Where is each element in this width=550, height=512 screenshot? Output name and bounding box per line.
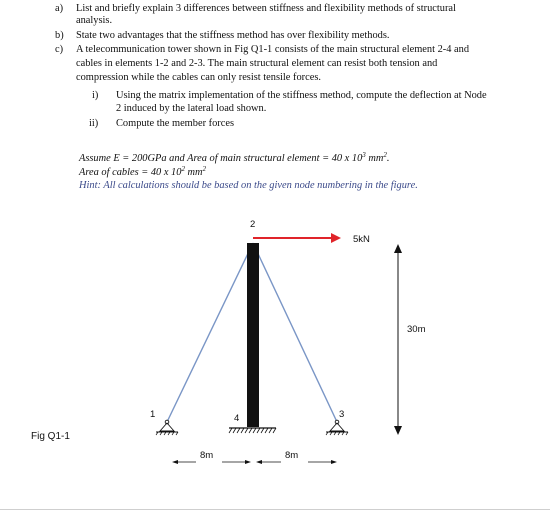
question-c-ii-marker: ii): [89, 118, 99, 129]
node-4-label: 4: [234, 413, 240, 424]
node-3-label: 3: [339, 409, 345, 420]
span-left-arrow-left: [172, 460, 178, 464]
assume-line-2-exp: 2: [181, 165, 185, 173]
span-right-arrow-left: [256, 460, 262, 464]
load-arrow-head: [331, 233, 341, 243]
support-node-4: [229, 428, 276, 433]
hint-text: Hint: All calculations should be based on the given node numbering in the figure.: [79, 180, 418, 191]
cable-2-3: [253, 243, 337, 422]
question-c-ii-line-1: Compute the member forces: [116, 118, 235, 129]
assume-line-2-unit: mm: [184, 167, 203, 178]
height-label: 30m: [407, 324, 426, 335]
node-2-label: 2: [250, 219, 256, 230]
span-right-label: 8m: [285, 450, 299, 461]
load-label: 5kN: [353, 234, 370, 245]
assume-line-1-unit: mm: [365, 153, 384, 164]
span-left-label: 8m: [200, 450, 214, 461]
figure-caption: Fig Q1-1: [31, 431, 70, 442]
height-arrow-top: [394, 244, 402, 253]
support-node-1: [156, 420, 178, 435]
support-node-3: [326, 420, 348, 435]
span-left-arrow-right: [245, 460, 251, 464]
assume-line-1-exp: 3: [362, 151, 366, 159]
question-c-i-line-2: 2 induced by the lateral load shown.: [116, 103, 267, 114]
question-a-line-1: List and briefly explain 3 differences between stiffness and flexibility methods of structural: [76, 3, 456, 14]
question-c-i-marker: i): [92, 90, 99, 101]
assume-line-2-text: Area of cables = 40 x 10: [79, 167, 182, 178]
assume-line-1-end: .: [386, 153, 390, 164]
question-a-marker: a): [55, 3, 64, 14]
assume-line-2-unit-exp: 2: [202, 165, 207, 173]
page-bottom-divider: [0, 509, 550, 510]
question-c-i-line-1: Using the matrix implementation of the stiffness method, compute the deflection at Node: [116, 90, 487, 101]
question-a-line-2: analysis.: [76, 15, 113, 26]
question-c-line-1: A telecommunication tower shown in Fig Q1-1 consists of the main structural element 2-4 and: [76, 44, 470, 55]
node-1-label: 1: [150, 409, 156, 420]
main-element-2-4: [247, 243, 259, 427]
cable-1-2: [167, 243, 253, 422]
height-arrow-bottom: [394, 426, 402, 435]
question-c-line-3: compression while the cables can only resist tensile forces.: [76, 72, 321, 83]
assume-line-1-unit-exp: 2: [383, 151, 387, 159]
question-b-line-1: State two advantages that the stiffness method has over flexibility methods.: [76, 30, 390, 41]
assume-line-1-text: Assume E = 200GPa and Area of main structural element = 40 x 10: [79, 153, 363, 164]
question-c-line-2: cables in elements 1-2 and 2-3. The main structural element can resist both tension and: [76, 58, 438, 69]
question-c-marker: c): [55, 44, 64, 55]
question-b-marker: b): [55, 30, 64, 41]
span-right-arrow-right: [331, 460, 337, 464]
